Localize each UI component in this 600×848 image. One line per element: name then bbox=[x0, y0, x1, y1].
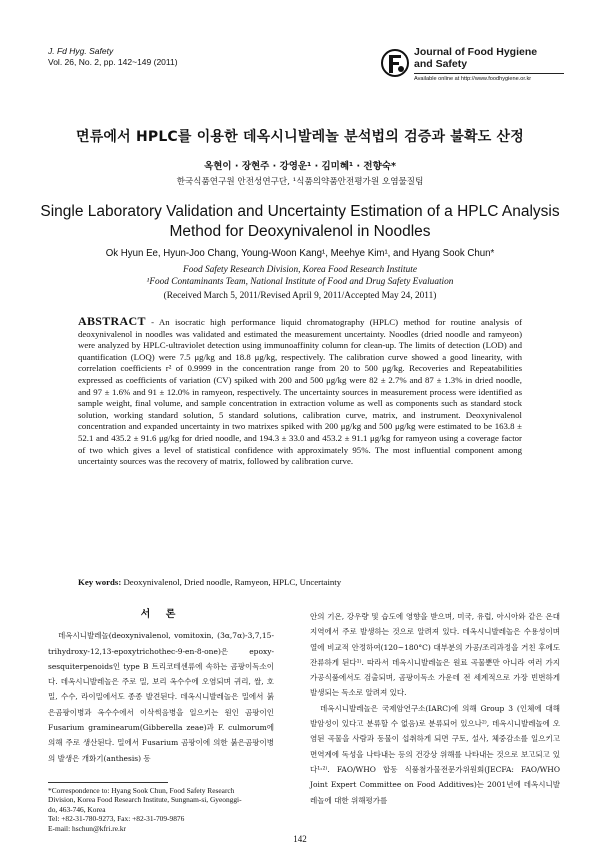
affiliation-english bbox=[0, 264, 600, 288]
abstract-heading: ABSTRACT bbox=[78, 314, 146, 328]
footnote-line-1: *Correspondence to: Hyang Sook Chun, Food Safety Research bbox=[48, 786, 235, 795]
availability-link[interactable]: Available online at http://www.foodhygiene.or.kr bbox=[414, 76, 532, 82]
keywords-list: Deoxynivalenol, Dried noodle, Ramyeon, HPLC, Uncertainty bbox=[121, 577, 342, 587]
title-korean: 면류에서 HPLC를 이용한 데옥시니발레놀 분석법의 검증과 불확도 산정 bbox=[75, 129, 525, 145]
masthead-divider bbox=[414, 73, 564, 74]
affiliation-korean: 한국식품연구원 안전성연구단, ¹식품의약품안전평가원 오염물질팀 bbox=[176, 177, 424, 187]
footnote-line-3: do, 463-746, Korea bbox=[48, 804, 106, 814]
journal-short-name: J. Fd Hyg. Safety bbox=[48, 46, 114, 56]
abstract-body: - An isocratic high performance liquid chromatography (HPLC) method for routine analysis of deoxynivalenol in noodles was validated and estimated the measurement uncertainty. Noodles (dried noodle and ramyeon) were analyzed by HPLC-ultraviolet detection using immunoaffinity column for clean-up. The limits of detection (LOD) and quantification (LOQ) were 7.5 μg/kg and 18.8 μg/kg, respectively. The calibration curve showed a good linearity, with correlation coefficients r² of 0.9999 in the concentration range from 20 to 500 μg/kg. Recoveries and Repeatabilities expressed as coefficients of variation (CV) spiked with 200 and 500 μg/kg were 82 ± 2.7% and 87 ± 1.3% in dried noodle, and 97 ± 1.6% and 91 ± 12.0% in ramyeon, respectively. The uncertainty sources in measurement process were identified as sample weight, final volume, and sample concentration in extraction volume as well as components such as standard stock solution, working standard solution, 5 standard solutions, calibration curve, matrix, and instrument. Deoxynivalenol concentration and expanded uncertainty in two matrixes spiked with 200 μg/kg and 500 μg/kg were estimated to be 163.8 ± 52.1 and 435.2 ± 91.6 μg/kg for dried noodle, and 194.3 ± 33.0 and 453.2 ± 91.1 μg/kg for ramyeon using a coverage factor of two which gives a level of statistical confidence with approximately 95%. The most influential component among uncertainty sources was the recovery of matrix, followed by calibration curve. bbox=[78, 317, 522, 467]
footnote-line-2: Division, Korea Food Research Institute, Sungnam-si, Gyeonggi- bbox=[48, 795, 242, 805]
intro-paragraph-continued: 안의 기온, 강우량 및 습도에 영향을 받으며, 미국, 유럽, 아시아와 같은 온대지역에서 주로 발생하는 것으로 알려져 있다. 데옥시니발레놀은 수용성이며 열에 비교적 안정하여(120~180°C) 대부분의 가공/조리과정을 거친 후에도 잔류하게 된다¹⁾. 따라서 데옥시니발레놀은 원료 곡물뿐만 아니라 여러 가지 가공식품에서도 검출되며, 곰팡이독소 가운데 전 세계적으로 가장 빈번하게 발생되는 독소로 알려져 있다. bbox=[310, 612, 560, 698]
affiliation-english-1: Food Safety Research Division, Korea Food Research Institute bbox=[183, 265, 417, 275]
left-column bbox=[48, 607, 274, 766]
footnote-divider bbox=[48, 782, 168, 783]
journal-masthead bbox=[414, 46, 564, 83]
volume-citation: Vol. 26, No. 2, pp. 142~149 (2011) bbox=[48, 57, 178, 67]
section-heading-introduction: 서 론 bbox=[140, 609, 182, 620]
title-english-line1: Single Laboratory Validation and Uncertainty Estimation of a HPLC Analysis bbox=[40, 203, 560, 220]
title-english-line2: Method for Deoxynivalenol in Noodles bbox=[169, 223, 431, 240]
abstract bbox=[78, 316, 522, 468]
footnote-line-4: Tel: +82-31-780-9273, Fax: +82-31-709-9876 bbox=[48, 814, 185, 824]
correspondence-footnote bbox=[48, 786, 288, 833]
right-column bbox=[310, 609, 560, 808]
title-english bbox=[40, 202, 560, 242]
journal-logo-icon bbox=[380, 46, 410, 80]
affiliation-english-2: ¹Food Contaminants Team, National Institute of Food and Drug Safety Evaluation bbox=[146, 277, 454, 287]
page-number: 142 bbox=[293, 834, 307, 844]
keywords bbox=[78, 577, 522, 587]
intro-paragraph-2: 데옥시니발레놀은 국제암연구소(IARC)에 의해 Group 3 (인체에 대해 발암성이 있다고 분류할 수 없음)로 분류되어 있으나²⁾, 데옥시니발레놀에 오염된 곡물을 사람과 동물이 섭취하게 되면 구토, 설사, 체중감소를 일으키고 면역계에 독성을 나타내는 등의 건강상 위해를 나타내는 것으로 보고되고 있다¹˒²⁾. FAO/WHO 합동 식품첨가물전문가위원회(JECFA: FAO/WHO Joint Expert Committee on Food Additives)는 2001년에 데옥시니발레놀에 대한 위해평가를 bbox=[310, 703, 560, 805]
journal-citation bbox=[48, 46, 178, 68]
journal-title-line1: Journal of Food Hygiene bbox=[414, 46, 538, 58]
authors-korean: 옥현이 · 장현주 · 강영운¹ · 김미혜¹ · 전향숙* bbox=[204, 161, 396, 172]
received-dates: (Received March 5, 2011/Revised April 9, 2011/Accepted May 24, 2011) bbox=[163, 291, 437, 301]
journal-title-line2: and Safety bbox=[414, 58, 468, 70]
footnote-email[interactable]: E-mail: hschun@kfri.re.kr bbox=[48, 823, 127, 833]
intro-paragraph-1: 데옥시니발레놀(deoxynivalenol, vomitoxin, (3α,7α)-3,7,15-trihydroxy-12,13-epoxytrichothec-9-en-8-one)은 epoxy-sesquiterpenoids인 type B 트리코테센류에 속하는 곰팡이독소이다. 데옥시니발레놀은 주로 밀, 보리 옥수수에 오염되며 귀리, 쌀, 호밀, 수수, 라이밀에서도 종종 발견된다. 데옥시니발레놀은 밀에서 붉은곰팡이병과 옥수수에서 이삭썩음병을 일으키는 원인 곰팡이인 Fusarium graminearum(Gibberella zeae)과 F. culmorum에 의해 주로 생산된다. 밀에서 Fusarium 곰팡이에 의한 붉은곰팡이병의 발생은 개화기(anthesis) 동 bbox=[48, 631, 274, 763]
keywords-label: Key words: bbox=[78, 577, 122, 587]
authors-english: Ok Hyun Ee, Hyun-Joo Chang, Young-Woon Kang¹, Meehye Kim¹, and Hyang Sook Chun* bbox=[105, 248, 495, 259]
